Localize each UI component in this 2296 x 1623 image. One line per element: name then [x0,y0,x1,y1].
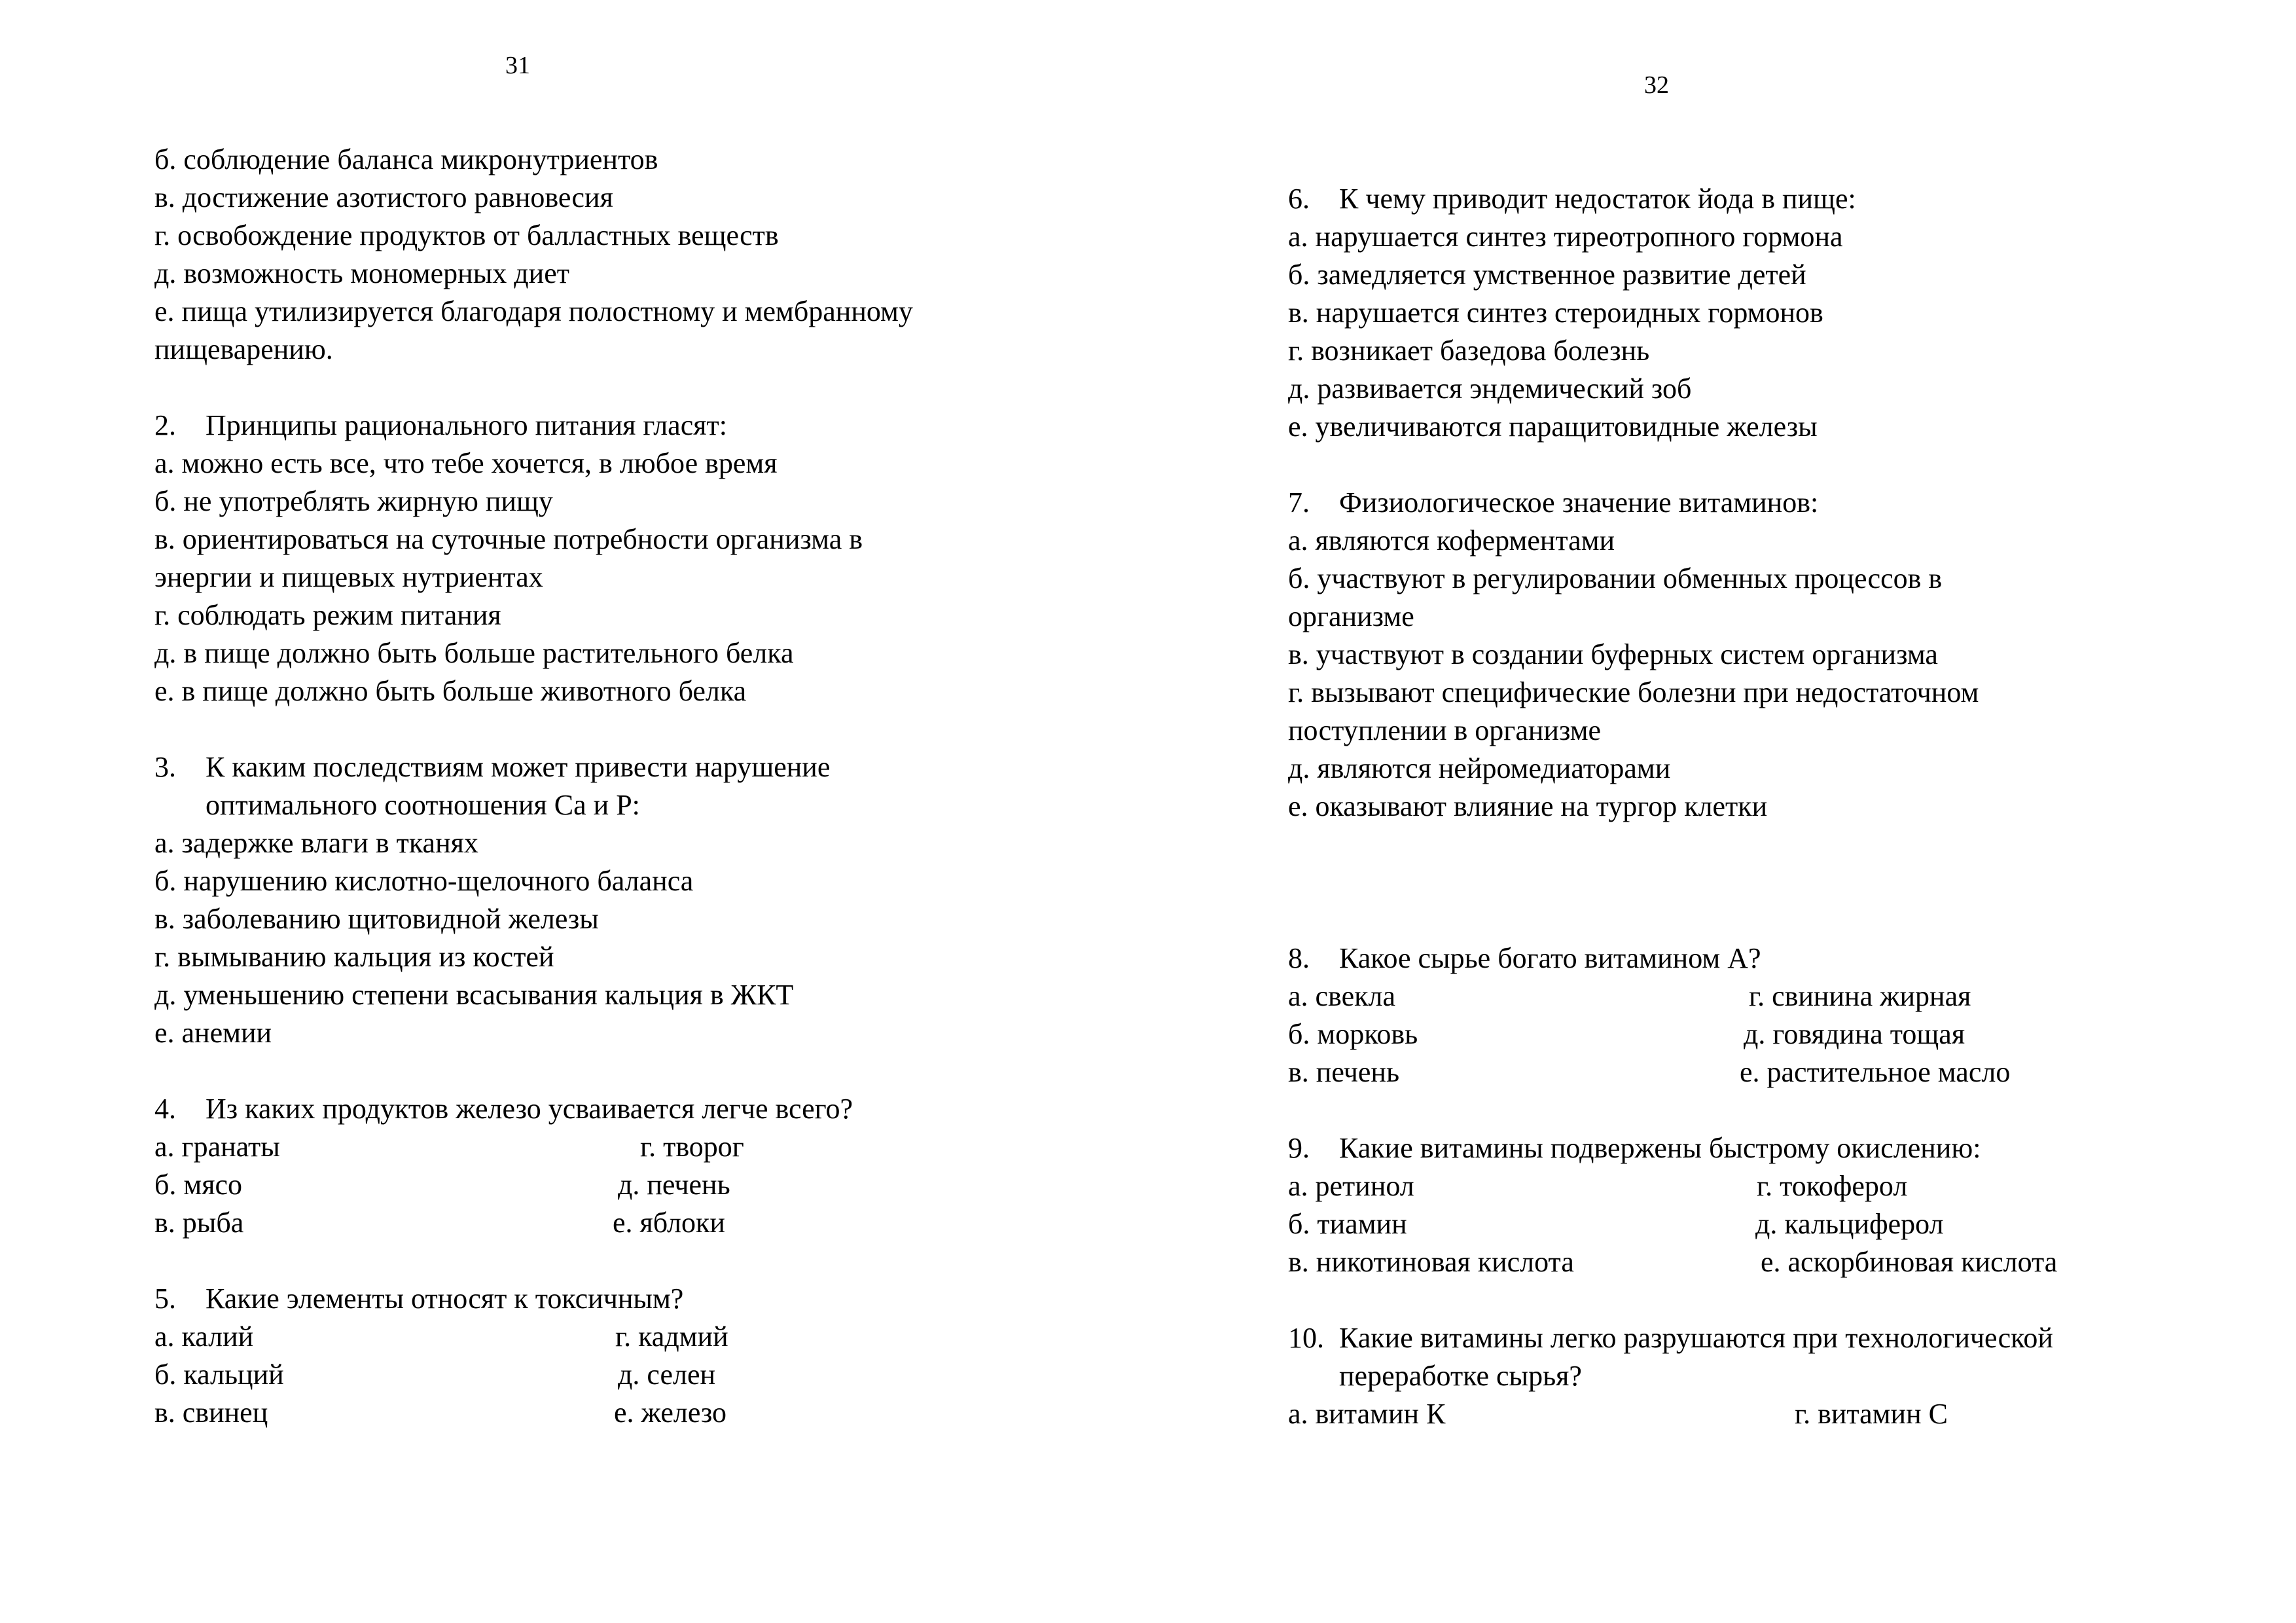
option-left: в. печень [1288,1056,1400,1088]
question-7 [1288,484,2270,522]
page-number-left: 31 [505,52,530,79]
option-left: б. кальций [154,1359,284,1391]
option-line: б. нарушению кислотно-щелочного баланса [154,865,694,897]
option-right: д. говядина тощая [1744,1018,1965,1050]
question-text: Физиологическое значение витаминов: [1339,486,1819,519]
option-row [154,1166,1136,1204]
option-left: в. рыба [154,1207,244,1239]
option-line: д. являются нейромедиаторами [1288,752,1671,784]
question-number: 10. [1288,1322,1324,1354]
option-line: а. можно есть все, что тебе хочется, в любое время [154,447,778,479]
option-left: а. калий [154,1321,254,1353]
option-line: пищеварению. [154,333,333,365]
question-text: К каким последствиям может привести нарушение [206,751,831,783]
option-line: б. не употреблять жирную пищу [154,485,553,517]
option-line: а. являются коферментами [1288,524,1615,556]
option-right: г. кадмий [615,1321,728,1353]
question-text: К чему приводит недостаток йода в пище: [1339,183,1856,215]
option-left: б. морковь [1288,1018,1418,1050]
option-row [154,1318,1136,1356]
question-number: 5. [154,1283,176,1315]
option-line: поступлении в организме [1288,714,1602,746]
question-number: 2. [154,409,176,441]
option-left: б. мясо [154,1169,242,1201]
question-3-continuation [154,786,1136,824]
page-number-right: 32 [1644,71,1669,99]
option-row [1288,977,2270,1015]
option-right: г. витамин С [1795,1398,1948,1430]
question-number: 4. [154,1093,176,1125]
option-row [1288,1243,2270,1281]
question-number: 9. [1288,1132,1310,1164]
left-page-column [154,141,1136,1432]
question-text: Какие витамины подвержены быстрому окислению: [1339,1132,1981,1164]
option-line: д. развивается эндемический зоб [1288,373,1692,405]
option-line: а. задержке влаги в тканях [154,827,478,859]
option-line: г. возникает базедова болезнь [1288,335,1650,367]
option-line: энергии и пищевых нутриентах [154,561,543,593]
question-number: 7. [1288,486,1310,519]
question-text: Принципы рационального питания гласят: [206,409,727,441]
option-left: в. свинец [154,1396,268,1429]
question-10 [1288,1319,2270,1357]
option-line: д. в пище должно быть больше растительного белка [154,637,794,669]
question-4 [154,1090,1136,1128]
option-line: е. увеличиваются паращитовидные железы [1288,410,1818,443]
question-5 [154,1280,1136,1318]
option-right: д. кальциферол [1755,1208,1944,1240]
question-text: оптимального соотношения Ca и P: [206,789,640,821]
option-line: б. соблюдение баланса микронутриентов [154,143,658,175]
option-row [154,1394,1136,1432]
question-3 [154,748,1136,786]
question-10-continuation [1288,1357,2270,1395]
option-left: в. никотиновая кислота [1288,1246,1574,1278]
option-row [154,1356,1136,1394]
option-left: а. гранаты [154,1131,280,1163]
option-row [154,1204,1136,1242]
question-2 [154,407,1136,445]
option-right: е. яблоки [613,1207,725,1239]
option-right: д. печень [618,1169,730,1201]
option-line: г. вызывают специфические болезни при недостаточном [1288,676,1979,708]
option-line: г. соблюдать режим питания [154,599,501,631]
question-text: Какое сырье богато витамином А? [1339,942,1761,974]
option-right: д. селен [618,1359,716,1391]
option-line: е. в пище должно быть больше животного белка [154,675,747,707]
option-line: е. анемии [154,1017,272,1049]
option-line: б. замедляется умственное развитие детей [1288,259,1806,291]
option-row [1288,1205,2270,1243]
question-6 [1288,180,2270,218]
question-number: 6. [1288,183,1310,215]
option-row [154,1128,1136,1166]
option-line: в. заболеванию щитовидной железы [154,903,599,935]
question-text: Какие элементы относят к токсичным? [206,1283,684,1315]
option-line: д. уменьшению степени всасывания кальция в ЖКТ [154,979,794,1011]
option-right: е. железо [614,1396,727,1429]
question-number: 8. [1288,942,1310,974]
option-line: е. пища утилизируется благодаря полостному и мембранному [154,295,913,327]
option-right: е. аскорбиновая кислота [1761,1246,2058,1278]
option-line: д. возможность мономерных диет [154,257,569,289]
option-line: в. участвуют в создании буферных систем организма [1288,638,1938,670]
option-line: в. нарушается синтез стероидных гормонов [1288,297,1823,329]
option-line: организме [1288,600,1414,632]
option-right: г. свинина жирная [1749,980,1971,1012]
option-line: в. ориентироваться на суточные потребности организма в [154,523,863,555]
option-line: г. освобождение продуктов от балластных веществ [154,219,779,251]
option-left: б. тиамин [1288,1208,1407,1240]
question-text: переработке сырья? [1339,1360,1582,1392]
option-left: а. витамин К [1288,1398,1446,1430]
option-line: г. вымыванию кальция из костей [154,941,554,973]
option-line: е. оказывают влияние на тургор клетки [1288,790,1768,822]
option-row [1288,1053,2270,1091]
option-line: б. участвуют в регулировании обменных процессов в [1288,562,1943,594]
option-right: е. растительное масло [1740,1056,2011,1088]
option-line: а. нарушается синтез тиреотропного гормона [1288,221,1843,253]
option-line: в. достижение азотистого равновесия [154,181,613,213]
option-row [1288,1015,2270,1053]
question-8 [1288,939,2270,977]
option-left: а. свекла [1288,980,1395,1012]
option-row [1288,1395,2270,1433]
question-number: 3. [154,751,176,783]
option-right: г. творог [640,1131,744,1163]
option-right: г. токоферол [1757,1170,1908,1202]
question-9 [1288,1129,2270,1167]
question-text: Из каких продуктов железо усваивается легче всего? [206,1093,853,1125]
right-page-column [1288,180,2270,1433]
option-left: а. ретинол [1288,1170,1414,1202]
question-text: Какие витамины легко разрушаются при технологической [1339,1322,2053,1354]
option-row [1288,1167,2270,1205]
